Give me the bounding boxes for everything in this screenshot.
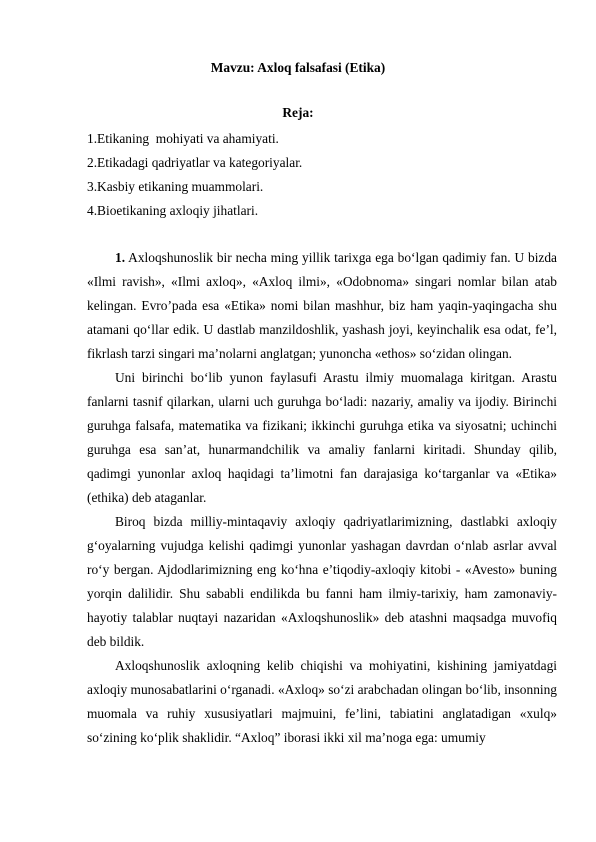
plan-item: 1.Etikaning mohiyati va ahamiyati. xyxy=(87,131,279,146)
plan-list xyxy=(87,127,302,223)
paragraph-text: Uni birinchi bo‘lib yunon faylasufi Arastu ilmiy muomalaga kiritgan. Arastu fanlarni tasnif qilarkan, ularni uch guruhga bo‘ladi: nazariy, amaliy va ijodiy. Birinchi guruhga falsafa, matematika va fizikani; ikkinchi guruhga etika va siyosatni; uchinchi guruhga esa san’at, hunarmandchilik va amaliy fanlarni kiritadi. Shunday qilib, qadimgi yunonlar axloq haqidagi ta’limotni fan darajasiga ko‘targanlar va «Etika» (ethika) deb ataganlar. xyxy=(87,370,557,505)
plan-item: 4.Bioetikaning axloqiy jihatlari. xyxy=(87,203,259,218)
plan-heading: Reja: xyxy=(282,105,314,120)
paragraph-text: Biroq bizda milliy-mintaqaviy axloqiy qadriyatlarimizning, dastlabki axloqiy g‘oyalarning vujudga kelishi qadimgi yunonlar yashagan davrdan o‘nlab asrlar avval ro‘y bergan. Ajdodlarimizning eng ko‘hna e’tiqodiy-axloqiy kitobi - «Avesto» buning yorqin dalilidir. Shu sababli endilikda bu fanni ham ilmiy-tarixiy, ham zamonaviy-hayotiy talablar nuqtayi nazaridan «Axloqshunoslik» deb atashni maqsadga muvofiq deb bildik. xyxy=(87,514,557,649)
document-title: Mavzu: Axloq falsafasi (Etika) xyxy=(210,60,386,75)
paragraph xyxy=(87,654,557,750)
paragraph xyxy=(87,366,557,510)
plan-item: 2.Etikadagi qadriyatlar va kategoriyalar. xyxy=(87,155,303,170)
paragraph xyxy=(87,510,557,654)
paragraph-text: Axloqshunoslik bir necha ming yillik tarixga ega bo‘lgan qadimiy fan. U bizda «Ilmi ravish», «Ilmi axloq», «Axloq ilmi», «Odobnoma» singari nomlar bilan atab kelingan. Evro’pada esa «Etika» nomi bilan mashhur, biz ham yaqin-yaqingacha shu atamani qo‘llar edik. U dastlab manzildoshlik, yashash joyi, keyinchalik esa odat, fe’l, fikrlash tarzi singari ma’nolarni anglatgan; yunoncha «ethos» so‘zidan olingan. xyxy=(87,250,557,361)
paragraph xyxy=(87,246,557,366)
section-number: 1. xyxy=(115,250,126,265)
paragraph-text: Axloqshunoslik axloqning kelib chiqishi va mohiyatini, kishining jamiyatdagi axloqiy munosabatlarini o‘rganadi. «Axloq» so‘zi arabchadan olingan bo‘lib, insonning muomala va ruhiy xususiyatlari majmuini, fe’lini, tabiatini anglatadigan «xulq» so‘zining ko‘plik shaklidir. “Axloq” iborasi ikki xil ma’noga ega: umumiy xyxy=(87,658,557,745)
plan-item: 3.Kasbiy etikaning muammolari. xyxy=(87,179,264,194)
body-text xyxy=(87,246,557,750)
